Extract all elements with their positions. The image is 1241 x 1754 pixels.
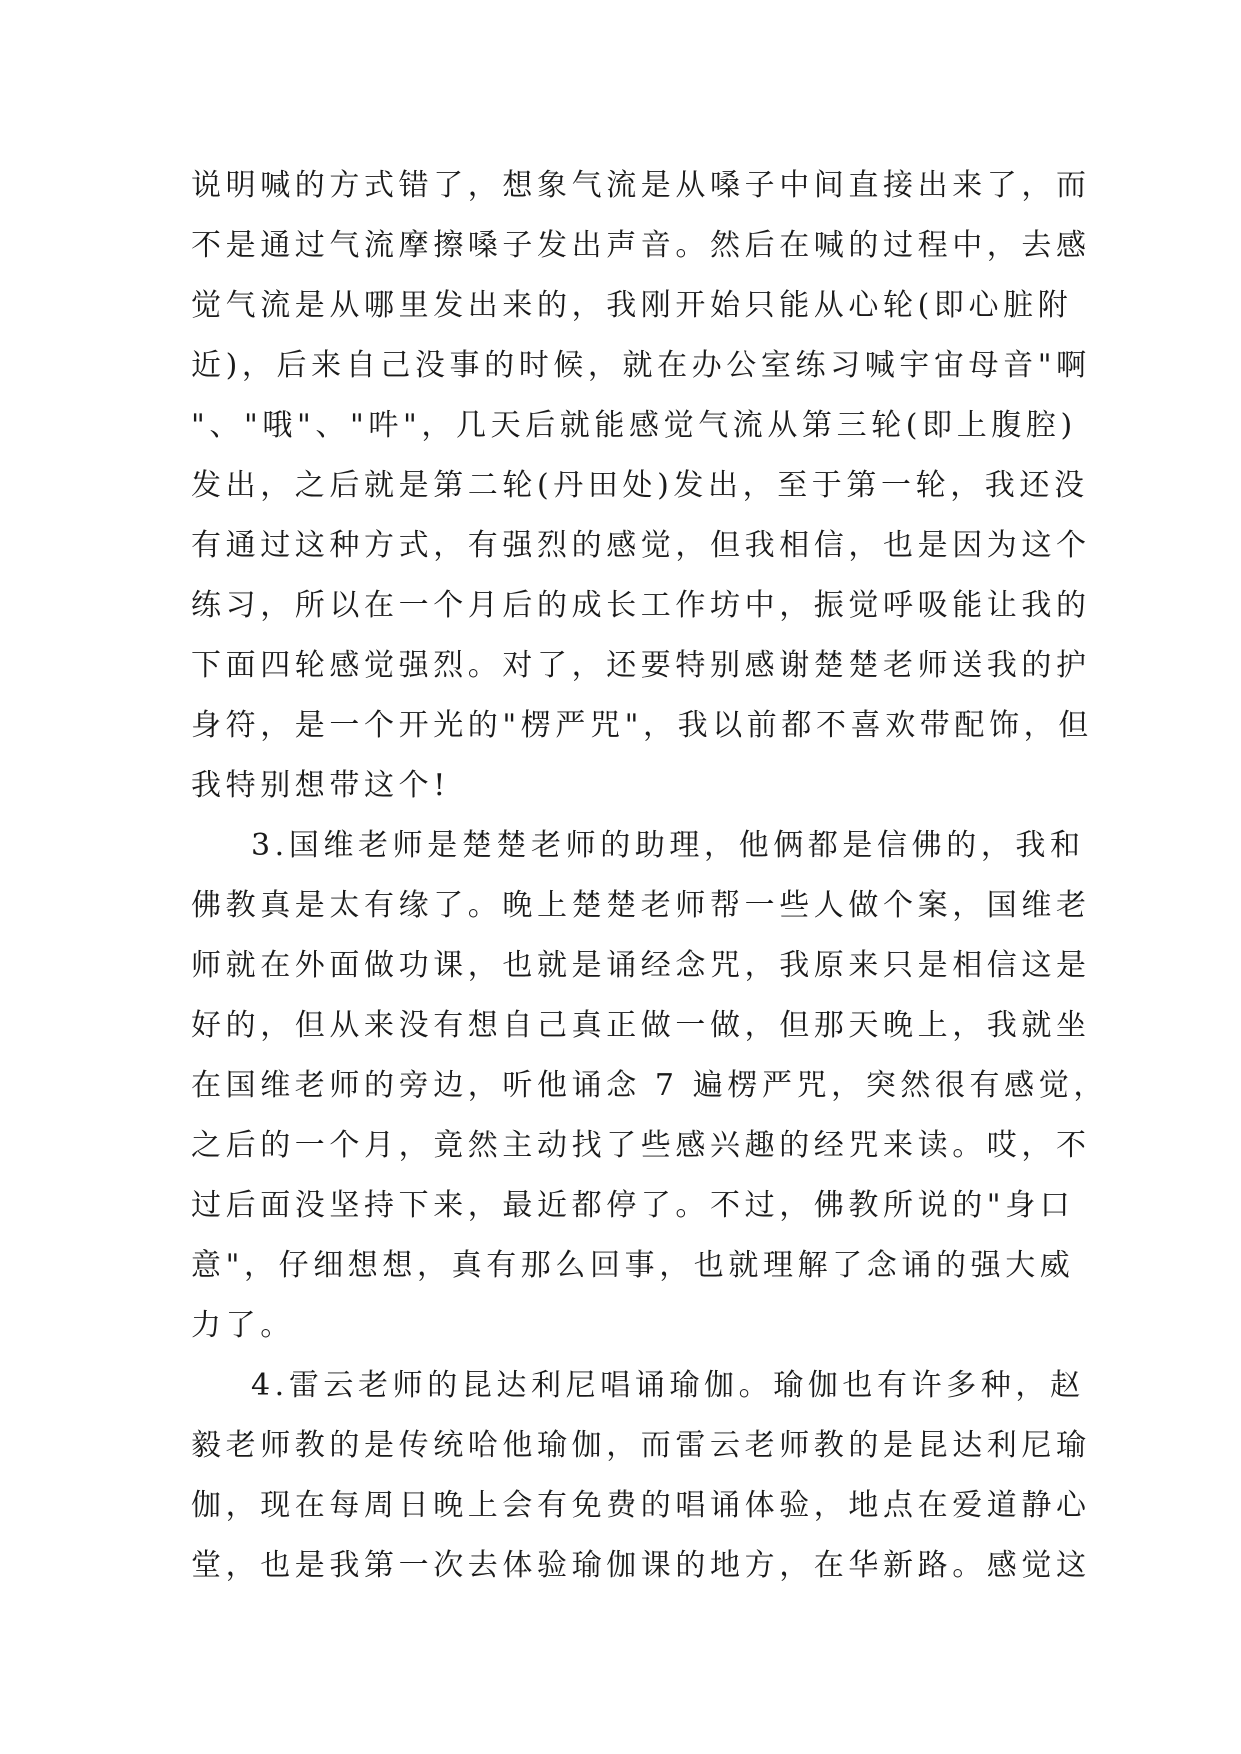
- text-line: 师就在外面做功课，也就是诵经念咒，我原来只是相信这是: [191, 948, 1091, 983]
- text-line: 堂，也是我第一次去体验瑜伽课的地方，在华新路。感觉这: [191, 1548, 1091, 1583]
- text-line: "、"哦"、"吽"，几天后就能感觉气流从第三轮(即上腹腔): [191, 408, 1077, 443]
- text-line: 身符，是一个开光的"楞严咒"，我以前都不喜欢带配饰，但: [191, 708, 1093, 743]
- text-line: 好的，但从来没有想自己真正做一做，但那天晚上，我就坐: [191, 1008, 1091, 1043]
- text-line: 在国维老师的旁边，听他诵念 7 遍楞严咒，突然很有感觉，: [191, 1068, 1108, 1103]
- text-line: 力了。: [191, 1308, 295, 1343]
- text-line: 毅老师教的是传统哈他瑜伽，而雷云老师教的是昆达利尼瑜: [191, 1428, 1091, 1463]
- text-line: 练习，所以在一个月后的成长工作坊中，振觉呼吸能让我的: [191, 588, 1091, 623]
- text-line: 意"，仔细想想，真有那么回事，也就理解了念诵的强大威: [191, 1248, 1075, 1283]
- text-line: 不是通过气流摩擦嗓子发出声音。然后在喊的过程中，去感: [191, 228, 1091, 263]
- text-line: 我特别想带这个!: [191, 768, 450, 803]
- text-line: 伽，现在每周日晚上会有免费的唱诵体验，地点在爱道静心: [191, 1488, 1091, 1523]
- text-line: 过后面没坚持下来，最近都停了。不过，佛教所说的"身口: [191, 1188, 1075, 1223]
- paragraph-3-first-line: 3.国维老师是楚楚老师的助理，他俩都是信佛的，我和: [251, 828, 1085, 863]
- text-line: 有通过这种方式，有强烈的感觉，但我相信，也是因为这个: [191, 528, 1091, 563]
- paragraph-4-first-line: 4.雷云老师的昆达利尼唱诵瑜伽。瑜伽也有许多种，赵: [251, 1368, 1085, 1403]
- text-line: 觉气流是从哪里发出来的，我刚开始只能从心轮(即心脏附: [191, 288, 1073, 323]
- text-line: 发出，之后就是第二轮(丹田处)发出，至于第一轮，我还没: [191, 468, 1089, 503]
- text-line: 下面四轮感觉强烈。对了，还要特别感谢楚楚老师送我的护: [191, 648, 1091, 683]
- text-line: 佛教真是太有缘了。晚上楚楚老师帮一些人做个案，国维老: [191, 888, 1091, 923]
- text-line: 说明喊的方式错了，想象气流是从嗓子中间直接出来了，而: [191, 168, 1091, 203]
- text-line: 之后的一个月，竟然主动找了些感兴趣的经咒来读。哎，不: [191, 1128, 1091, 1163]
- text-line: 近)，后来自己没事的时候，就在办公室练习喊宇宙母音"啊: [191, 348, 1091, 383]
